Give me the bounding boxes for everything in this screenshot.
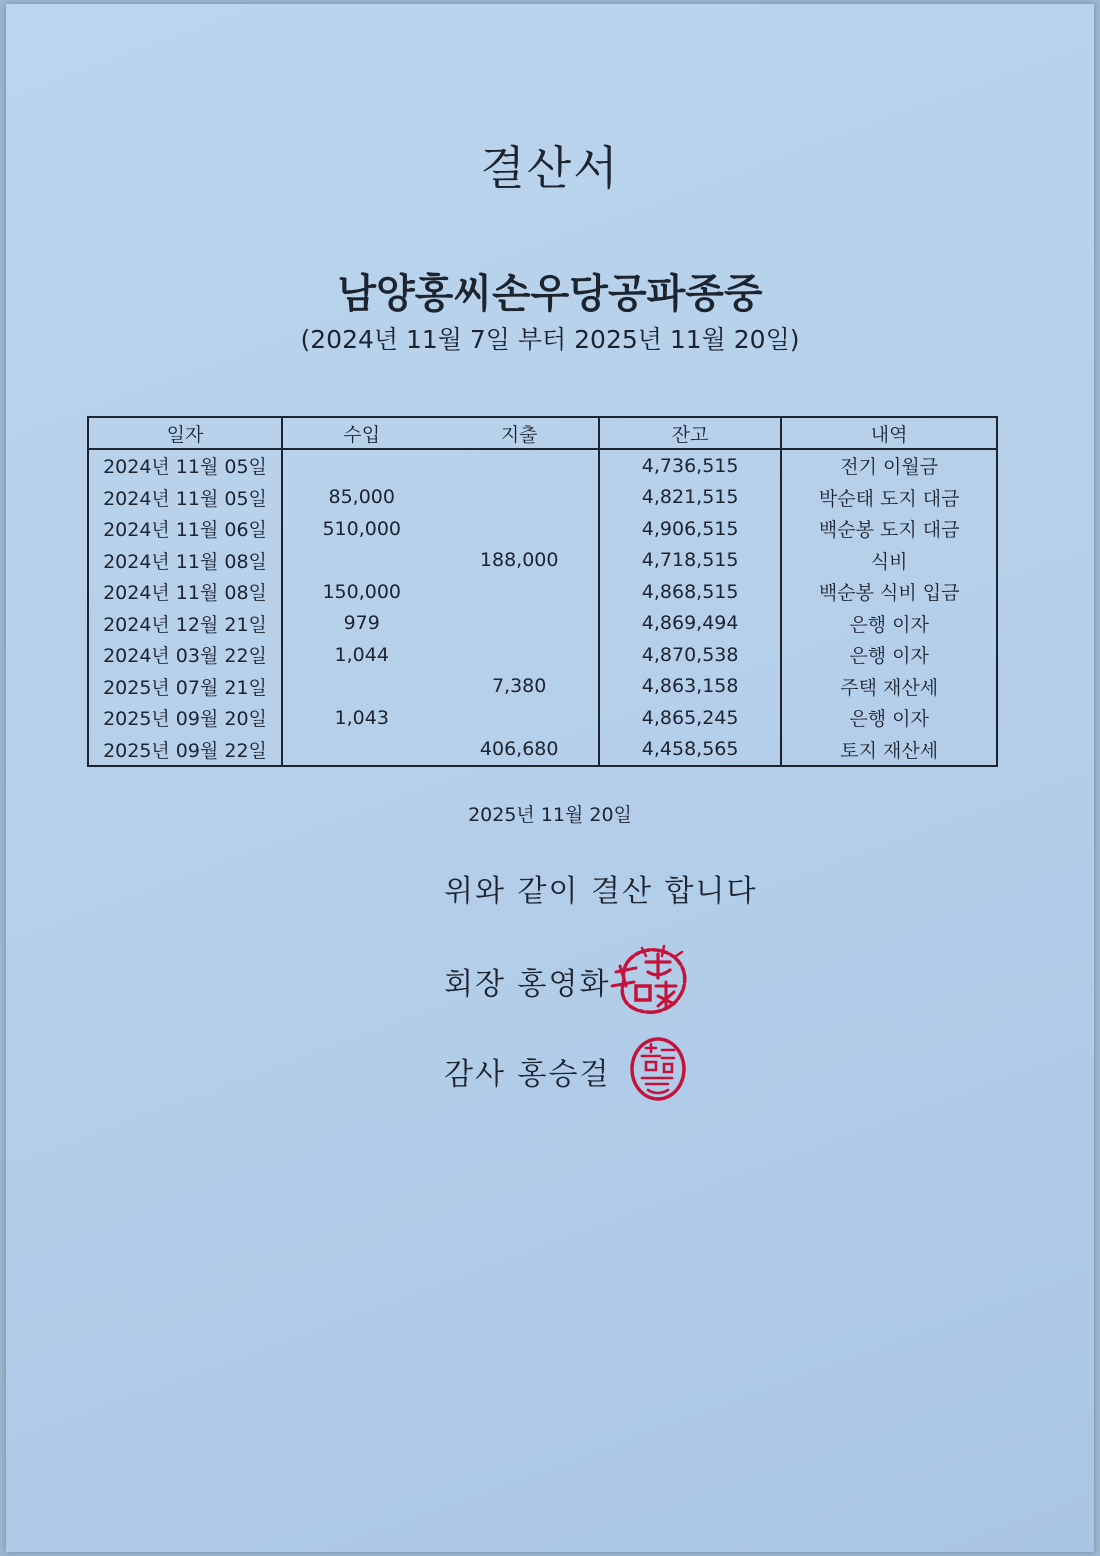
issue-date: 2025년 11월 20일 (468, 804, 632, 826)
cell-income: 150,000 (282, 576, 440, 608)
document-page (6, 4, 1094, 1552)
cell-description: 은행 이자 (781, 639, 997, 671)
organization-name: 남양홍씨손우당공파종중 (337, 271, 763, 317)
table-header-row (88, 417, 997, 449)
cell-expense (440, 702, 598, 734)
cell-description: 백순봉 식비 입금 (781, 576, 997, 608)
chairman-seal-icon (606, 942, 692, 1018)
cell-expense (440, 513, 598, 545)
header-date: 일자 (88, 417, 282, 449)
cell-expense (440, 639, 598, 671)
cell-date: 2024년 11월 08일 (88, 545, 282, 577)
cell-description: 백순봉 도지 대금 (781, 513, 997, 545)
cell-description: 은행 이자 (781, 702, 997, 734)
cell-description: 전기 이월금 (781, 449, 997, 482)
table-row (88, 576, 997, 608)
cell-expense (440, 482, 598, 514)
table-row (88, 702, 997, 734)
cell-income: 1,043 (282, 702, 440, 734)
auditor-signature: 감사 홍승걸 (444, 1057, 611, 1092)
cell-income (282, 545, 440, 577)
cell-balance: 4,718,515 (599, 545, 781, 577)
table-row (88, 734, 997, 767)
cell-date: 2025년 09월 20일 (88, 702, 282, 734)
cell-date: 2024년 12월 21일 (88, 608, 282, 640)
table-row (88, 545, 997, 577)
cell-date: 2025년 09월 22일 (88, 734, 282, 767)
cell-expense: 188,000 (440, 545, 598, 577)
cell-description: 식비 (781, 545, 997, 577)
cell-description: 주택 재산세 (781, 671, 997, 703)
table-row (88, 449, 997, 482)
cell-balance: 4,870,538 (599, 639, 781, 671)
closing-statement: 위와 같이 결산 합니다 (444, 874, 758, 909)
cell-date: 2024년 11월 05일 (88, 482, 282, 514)
auditor-seal-icon (626, 1034, 690, 1104)
cell-expense: 7,380 (440, 671, 598, 703)
cell-date: 2024년 11월 06일 (88, 513, 282, 545)
cell-income: 1,044 (282, 639, 440, 671)
cell-balance: 4,821,515 (599, 482, 781, 514)
cell-income (282, 449, 440, 482)
table-row (88, 482, 997, 514)
header-expense: 지출 (440, 417, 598, 449)
cell-date: 2025년 07월 21일 (88, 671, 282, 703)
cell-expense: 406,680 (440, 734, 598, 767)
cell-expense (440, 576, 598, 608)
cell-expense (440, 608, 598, 640)
cell-income: 979 (282, 608, 440, 640)
cell-balance: 4,865,245 (599, 702, 781, 734)
header-description: 내역 (781, 417, 997, 449)
table-row (88, 671, 997, 703)
cell-balance: 4,863,158 (599, 671, 781, 703)
header-balance: 잔고 (599, 417, 781, 449)
cell-balance: 4,458,565 (599, 734, 781, 767)
cell-balance: 4,869,494 (599, 608, 781, 640)
cell-income: 85,000 (282, 482, 440, 514)
cell-balance: 4,868,515 (599, 576, 781, 608)
accounting-period: (2024년 11월 7일 부터 2025년 11월 20일) (300, 325, 800, 354)
cell-income (282, 671, 440, 703)
cell-description: 토지 재산세 (781, 734, 997, 767)
cell-income: 510,000 (282, 513, 440, 545)
cell-expense (440, 449, 598, 482)
ledger-body (88, 449, 997, 766)
document-title: 결산서 (480, 141, 620, 195)
cell-date: 2024년 11월 08일 (88, 576, 282, 608)
table-row (88, 639, 997, 671)
table-row (88, 608, 997, 640)
ledger-table (87, 416, 998, 767)
cell-date: 2024년 03월 22일 (88, 639, 282, 671)
chairman-signature: 회장 홍영화 (444, 967, 611, 1002)
cell-balance: 4,736,515 (599, 449, 781, 482)
cell-date: 2024년 11월 05일 (88, 449, 282, 482)
cell-balance: 4,906,515 (599, 513, 781, 545)
cell-description: 은행 이자 (781, 608, 997, 640)
cell-income (282, 734, 440, 767)
header-income: 수입 (282, 417, 440, 449)
cell-description: 박순태 도지 대금 (781, 482, 997, 514)
table-row (88, 513, 997, 545)
